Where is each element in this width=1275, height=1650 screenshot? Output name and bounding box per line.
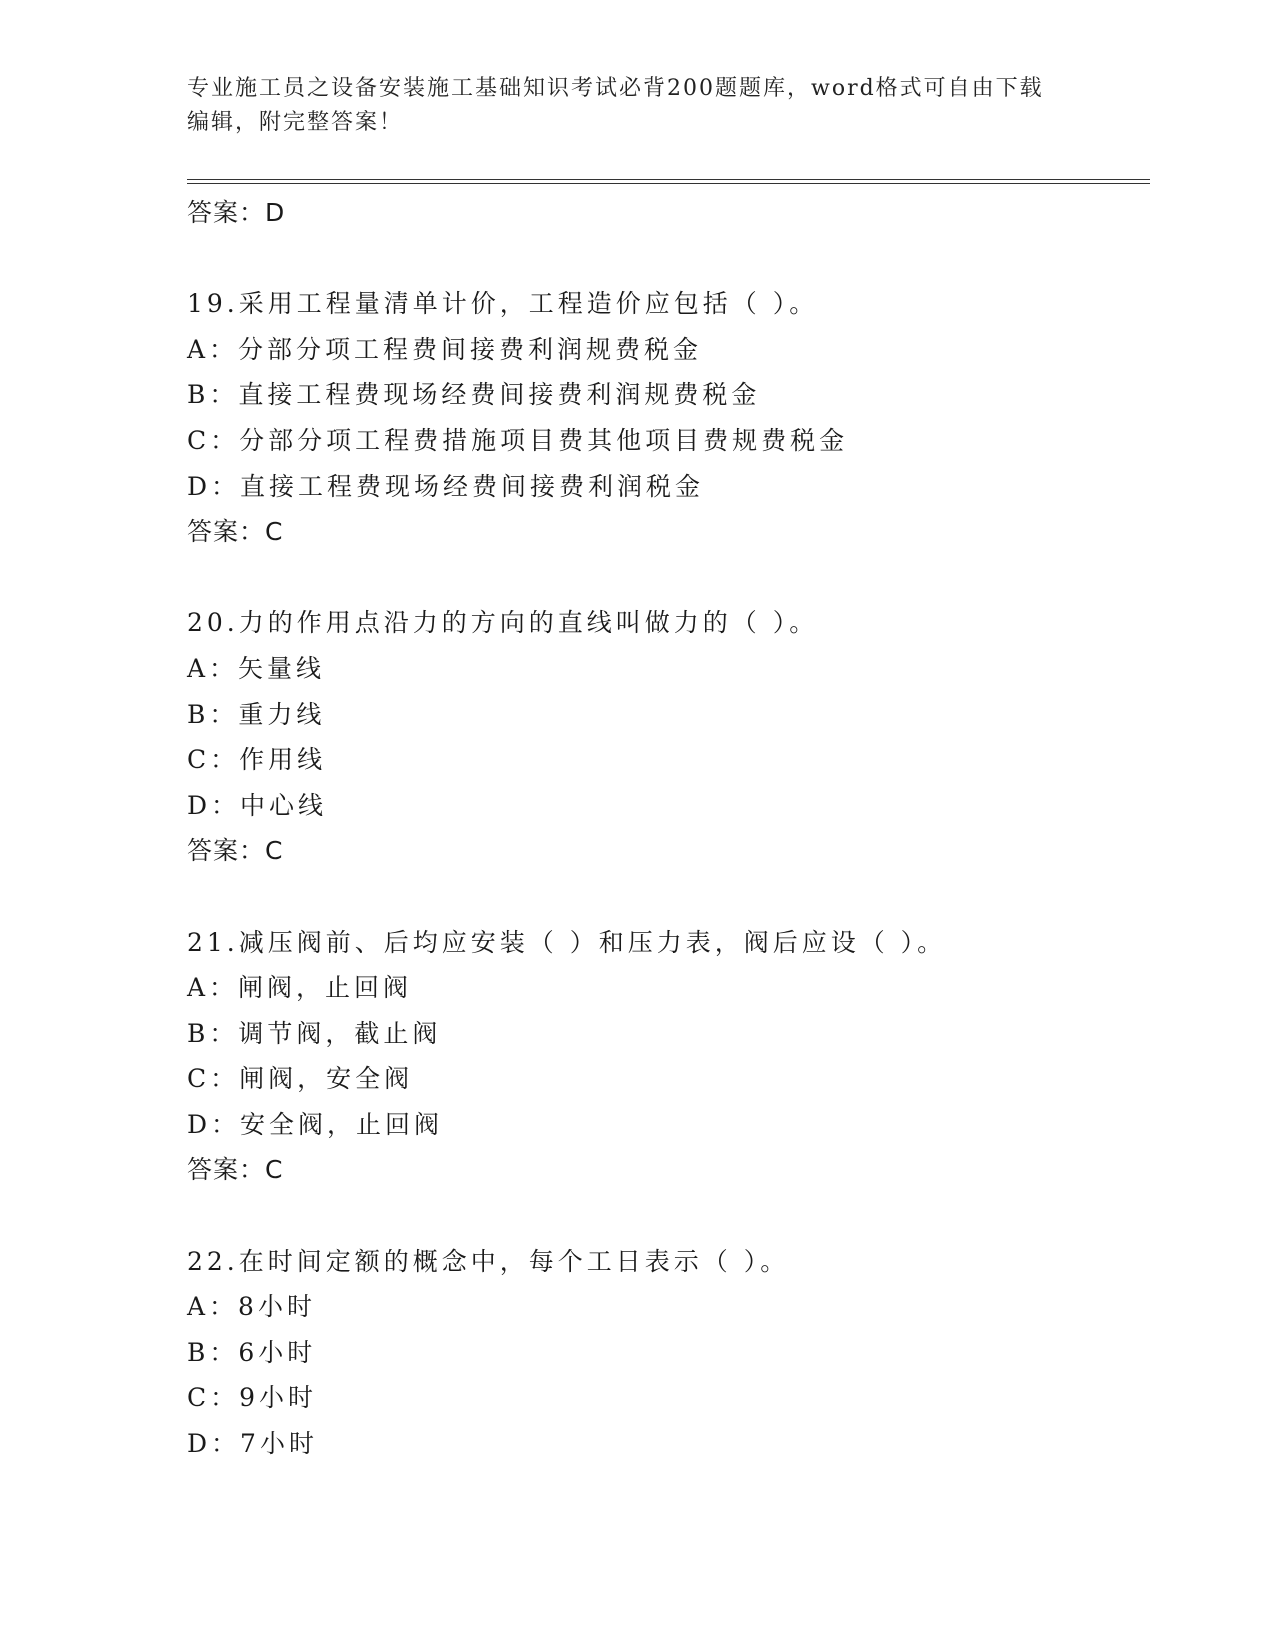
option-a: A：8小时	[187, 1292, 316, 1322]
option-d: D：直接工程费现场经费间接费利润税金	[187, 471, 705, 501]
option-c: C：闸阀，安全阀	[187, 1064, 414, 1094]
spacer	[187, 874, 1150, 920]
question-block	[187, 1239, 1150, 1467]
question-block	[187, 920, 1150, 1194]
answer-line: 答案：C	[187, 836, 284, 866]
option-a: A：矢量线	[187, 653, 326, 683]
option-a: A：闸阀，止回阀	[187, 973, 413, 1003]
option-d: D：安全阀，止回阀	[187, 1109, 444, 1139]
header-divider-bottom	[187, 183, 1150, 184]
spacer	[187, 555, 1150, 601]
option-a: A：分部分项工程费间接费利润规费税金	[187, 334, 703, 364]
question-stem: 22.在时间定额的概念中，每个工日表示（ ）。	[187, 1246, 790, 1276]
option-d: D：7小时	[187, 1429, 318, 1459]
answer-line: 答案：C	[187, 517, 284, 547]
question-list	[187, 190, 1150, 1467]
option-b: B：6小时	[187, 1337, 317, 1367]
option-d: D：中心线	[187, 790, 328, 820]
option-b: B：重力线	[187, 699, 326, 729]
spacer	[187, 1193, 1150, 1239]
option-b: B：直接工程费现场经费间接费利润规费税金	[187, 380, 761, 410]
header-title-line-1: 专业施工员之设备安装施工基础知识考试必背200题题库，word格式可自由下载	[187, 76, 1044, 101]
question-stem: 19.采用工程量清单计价，工程造价应包括（ ）。	[187, 289, 819, 319]
document-header	[187, 72, 1087, 140]
question-stem: 21.减压阀前、后均应安装（ ）和压力表，阀后应设（ ）。	[187, 927, 947, 957]
spacer	[187, 236, 1150, 282]
option-c: C：作用线	[187, 745, 327, 775]
question-stem: 20.力的作用点沿力的方向的直线叫做力的（ ）。	[187, 608, 819, 638]
option-c: C：9小时	[187, 1383, 318, 1413]
option-b: B：调节阀，截止阀	[187, 1018, 442, 1048]
option-c: C：分部分项工程费措施项目费其他项目费规费税金	[187, 425, 849, 455]
answer-line: 答案：C	[187, 1155, 284, 1185]
header-divider-top	[187, 179, 1150, 180]
question-block	[187, 281, 1150, 555]
answer-line: 答案：D	[187, 198, 286, 227]
question-block	[187, 600, 1150, 874]
header-title-line-2: 编辑，附完整答案！	[187, 110, 404, 135]
